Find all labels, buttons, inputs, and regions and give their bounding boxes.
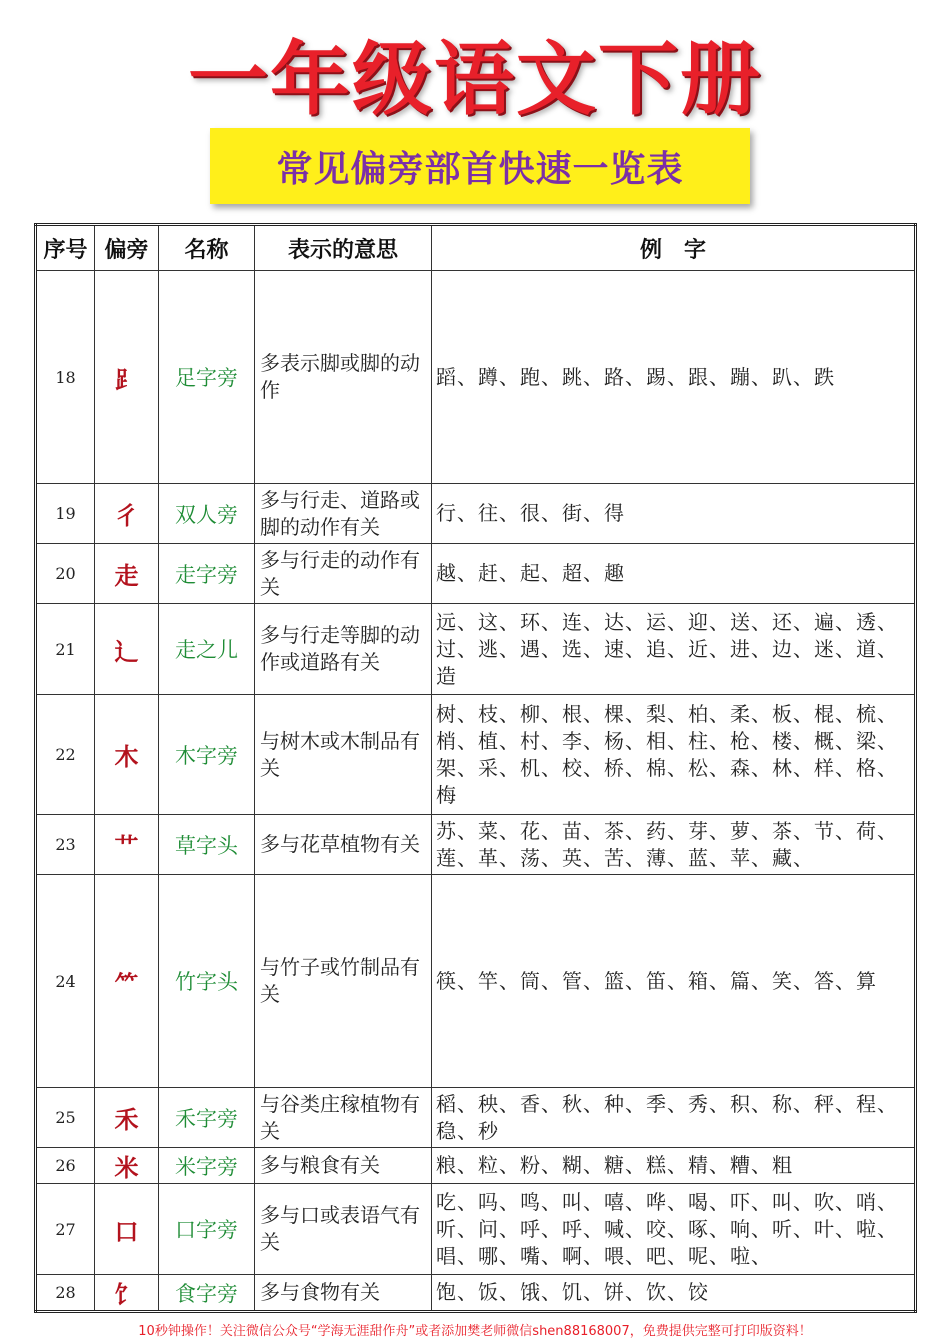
radical-meaning: 多表示脚或脚的动作 [255,271,432,484]
table-header-row [36,225,916,271]
table-row [36,1184,916,1275]
example-characters: 远、这、环、连、达、运、迎、送、还、遍、透、过、逃、遇、选、速、追、近、进、边、迷、道、造 [432,604,916,695]
row-number: 20 [36,544,95,604]
radical-name: 草字头 [159,815,255,875]
radical-table [34,223,917,1313]
row-number: 27 [36,1184,95,1275]
header-number: 序号 [36,225,95,271]
row-number: 24 [36,875,95,1088]
radical-name: 食字旁 [159,1275,255,1312]
table-row [36,695,916,815]
example-characters: 行、往、很、街、得 [432,484,916,544]
example-characters: 苏、菜、花、苗、茶、药、芽、萝、茶、节、荷、莲、革、荡、英、苦、薄、蓝、苹、藏、 [432,815,916,875]
radical: 米 [95,1148,159,1184]
subtitle: 常见偏旁部首快速一览表 [276,148,684,190]
radical-meaning: 与竹子或竹制品有关 [255,875,432,1088]
row-number: 25 [36,1088,95,1148]
row-number: 19 [36,484,95,544]
row-number: 26 [36,1148,95,1184]
radical: 口 [95,1184,159,1275]
radical-meaning: 多与行走的动作有关 [255,544,432,604]
page-title: 一年级语文下册 [188,33,762,126]
radical-meaning: 多与行走、道路或脚的动作有关 [255,484,432,544]
radical-meaning: 多与口或表语气有关 [255,1184,432,1275]
radical-meaning: 多与食物有关 [255,1275,432,1312]
header-radical: 偏旁 [95,225,159,271]
radical-name: 足字旁 [159,271,255,484]
header-name: 名称 [159,225,255,271]
row-number: 18 [36,271,95,484]
radical-meaning: 多与行走等脚的动作或道路有关 [255,604,432,695]
example-characters: 越、赶、起、超、趣 [432,544,916,604]
radical-name: 竹字头 [159,875,255,1088]
radical-name: 禾字旁 [159,1088,255,1148]
radical: 辶 [95,604,159,695]
example-characters: 筷、竿、筒、管、篮、笛、箱、篇、笑、答、算 [432,875,916,1088]
radical-name: 走字旁 [159,544,255,604]
radical-meaning: 与树木或木制品有关 [255,695,432,815]
radical: 木 [95,695,159,815]
radical: ⻊ [95,271,159,484]
example-characters: 蹈、蹲、跑、跳、路、踢、跟、蹦、趴、跌 [432,271,916,484]
example-characters: 饱、饭、饿、饥、饼、饮、饺 [432,1275,916,1312]
radical-name: 双人旁 [159,484,255,544]
radical: 艹 [95,815,159,875]
radical-name: 走之儿 [159,604,255,695]
table-row [36,1148,916,1184]
row-number: 22 [36,695,95,815]
radical-name: 米字旁 [159,1148,255,1184]
radical: ⺮ [95,875,159,1088]
table-row [36,544,916,604]
radical-meaning: 多与粮食有关 [255,1148,432,1184]
radical-meaning: 多与花草植物有关 [255,815,432,875]
row-number: 28 [36,1275,95,1312]
example-characters: 稻、秧、香、秋、种、季、秀、积、称、秤、程、稳、秒 [432,1088,916,1148]
radical: 禾 [95,1088,159,1148]
radical: 饣 [95,1275,159,1312]
row-number: 23 [36,815,95,875]
radical: 彳 [95,484,159,544]
radical: 走 [95,544,159,604]
example-characters: 树、枝、柳、根、棵、梨、柏、柔、板、棍、梳、梢、植、村、李、杨、相、柱、枪、楼、概、梁、架、采、机、校、桥、棉、松、森、林、样、格、梅 [432,695,916,815]
table-row [36,1088,916,1148]
example-characters: 吃、吗、鸣、叫、嘻、哗、喝、吓、叫、吹、哨、听、问、呼、呼、喊、咬、啄、响、听、叶、啦、唱、哪、嘴、啊、喂、吧、呢、啦、 [432,1184,916,1275]
subtitle-banner [210,128,750,204]
radical-name: 木字旁 [159,695,255,815]
table-row [36,1275,916,1312]
radical-meaning: 与谷类庄稼植物有关 [255,1088,432,1148]
table-row [36,875,916,1088]
table-row [36,604,916,695]
header-examples: 例 字 [432,225,916,271]
footer-notice: 10秒钟操作！关注微信公众号“学海无涯甜作舟”或者添加樊老师微信shen88168007，免费提供完整可打印版资料！ [138,1324,812,1339]
example-characters: 粮、粒、粉、糊、糖、糕、精、糟、粗 [432,1148,916,1184]
header-meaning: 表示的意思 [255,225,432,271]
table-row [36,484,916,544]
radical-name: 口字旁 [159,1184,255,1275]
row-number: 21 [36,604,95,695]
table-row [36,271,916,484]
table-row [36,815,916,875]
